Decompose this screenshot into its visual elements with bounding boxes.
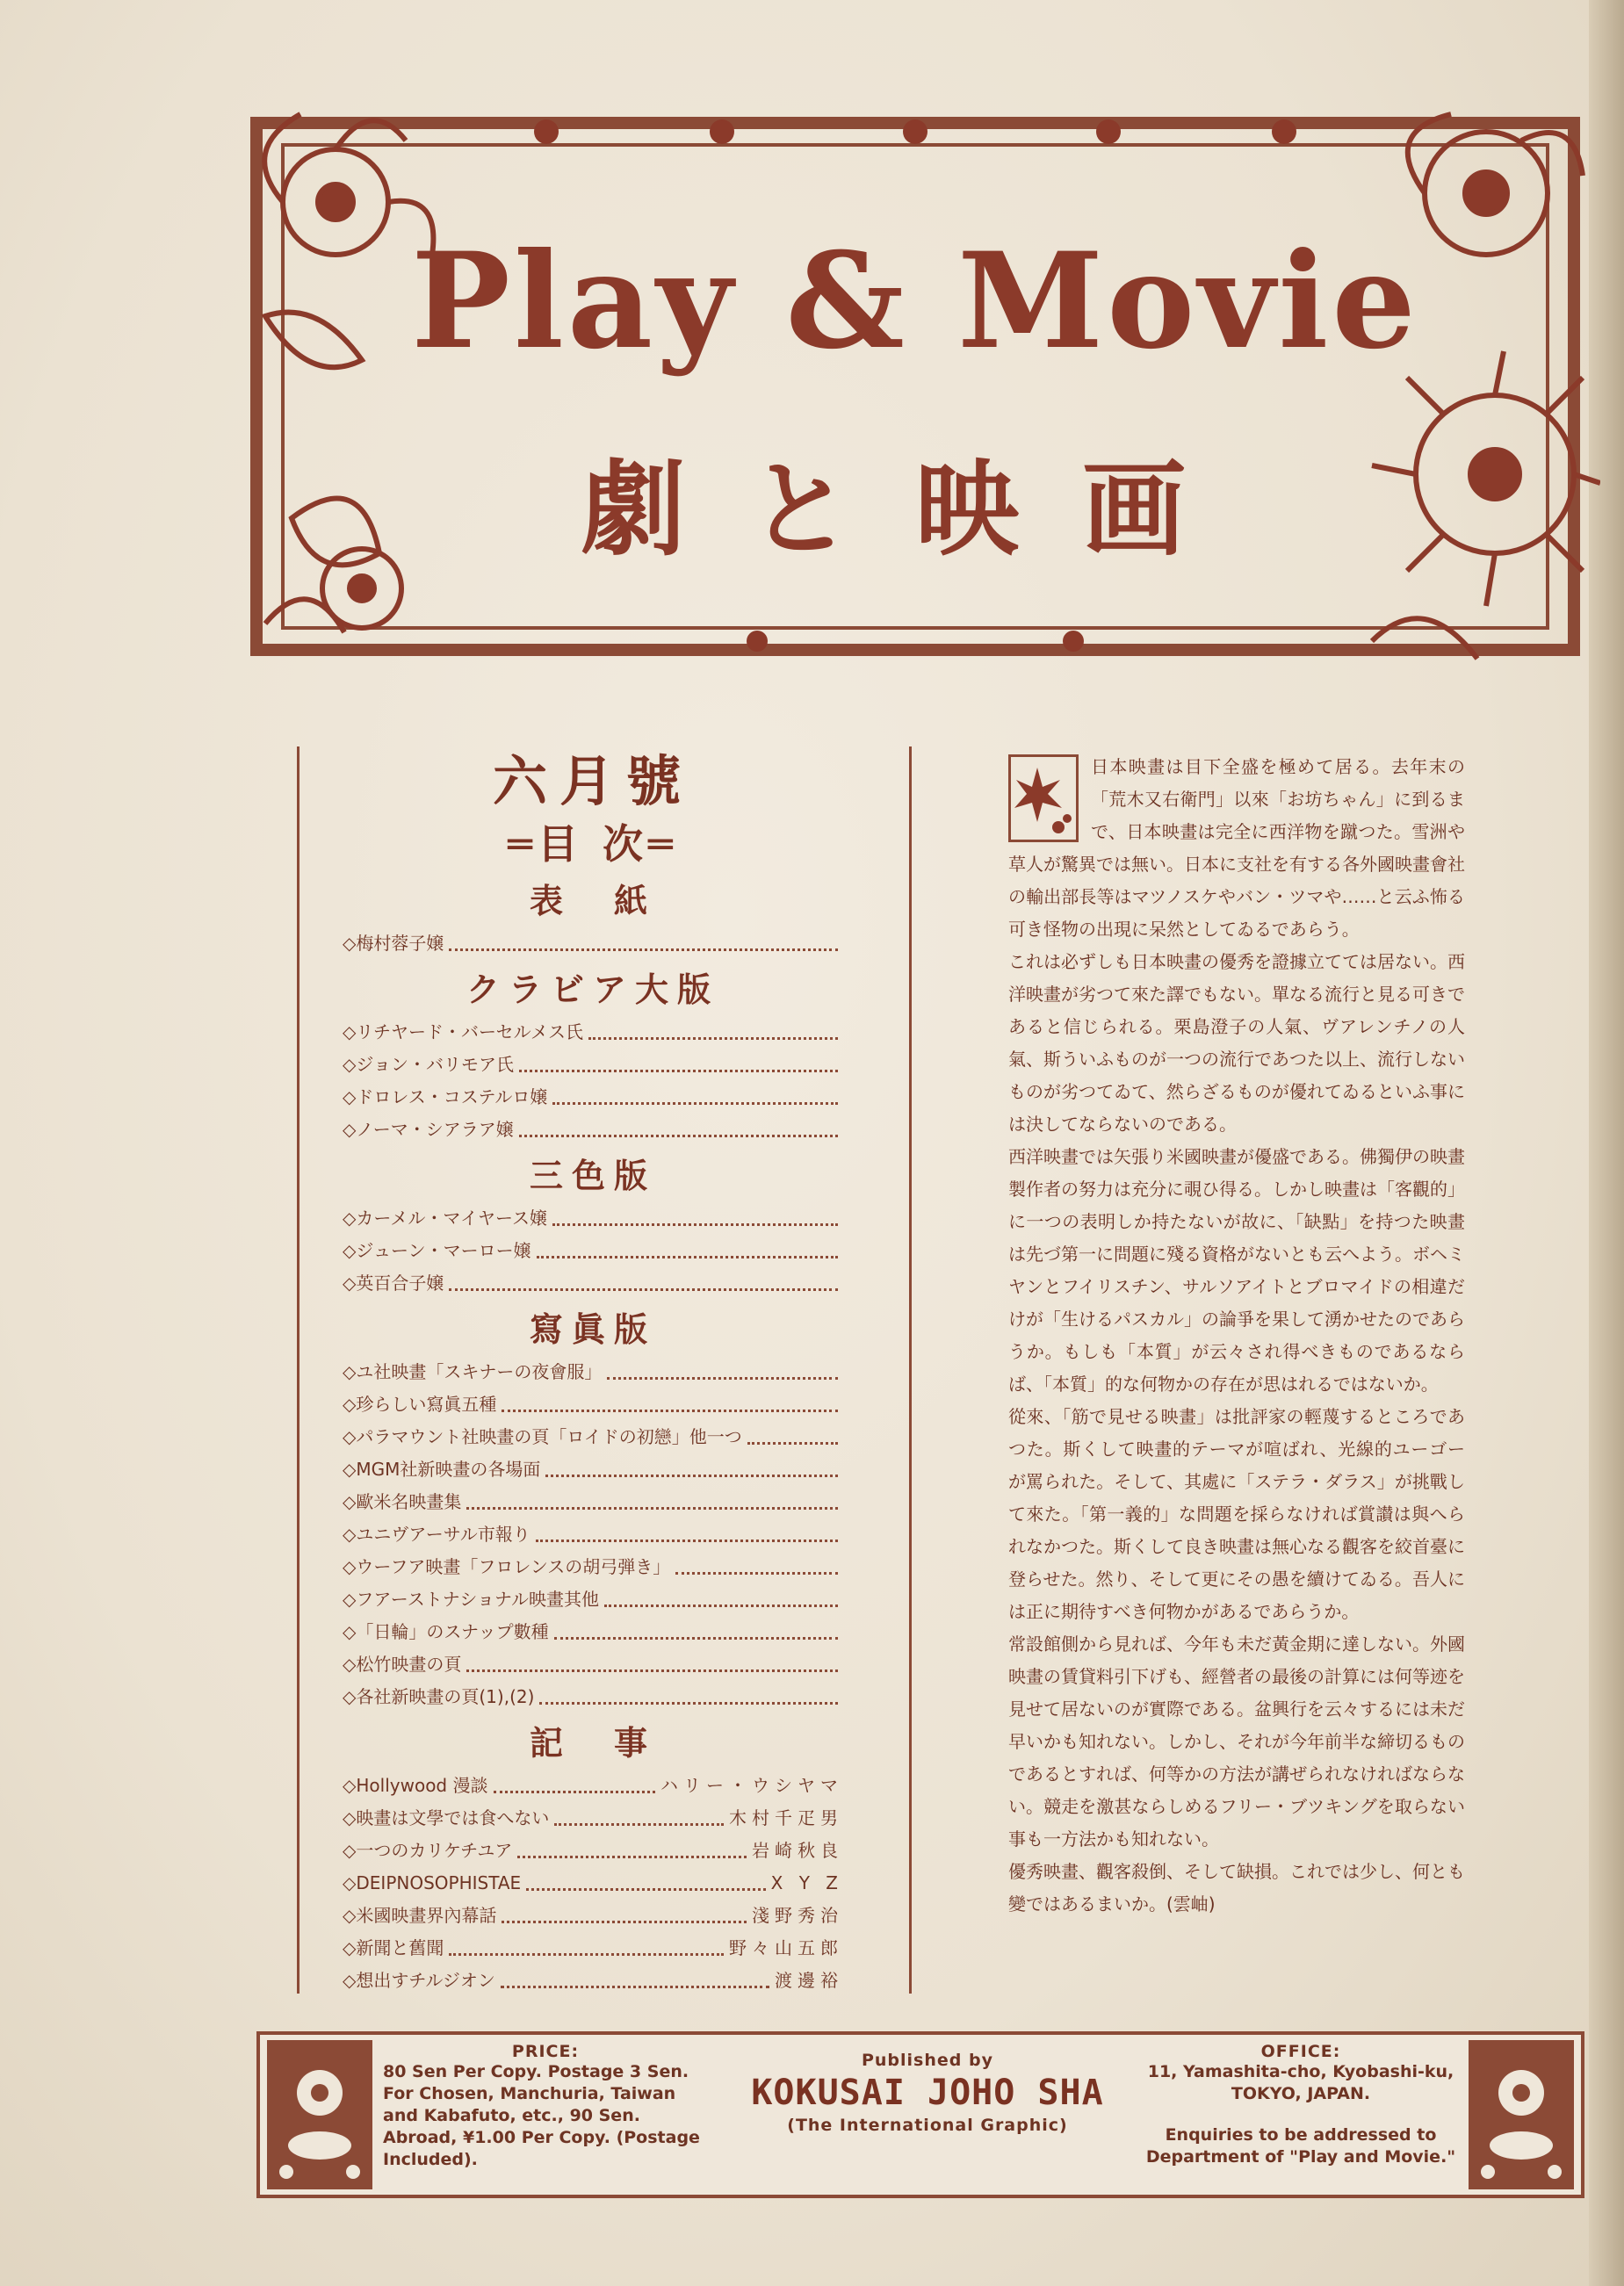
toc-entry xyxy=(343,1049,843,1081)
price-line: For Chosen, Manchuria, Taiwan xyxy=(383,2084,676,2103)
toc-entry-author: 渡邊裕 xyxy=(775,1970,843,1991)
masthead-title-jp: 劇と映画 xyxy=(581,448,1249,570)
toc-dot-leader xyxy=(494,1791,656,1793)
price-heading: PRICE: xyxy=(511,2042,580,2061)
toc-dot-leader xyxy=(449,1288,838,1291)
toc-entry xyxy=(343,1900,843,1932)
toc-entry xyxy=(343,1583,843,1616)
toc-entry-title: ◇ジューン・マーロー嬢 xyxy=(343,1240,531,1261)
toc-entry xyxy=(343,1388,843,1421)
toc-entry-title: ◇ウーフア映畫「フロレンスの胡弓弾き」 xyxy=(343,1556,671,1577)
toc-section-heading: 表 紙 xyxy=(529,881,656,920)
enquiries-line: Department of "Play and Movie." xyxy=(1145,2147,1456,2167)
issue-title: 六月號 xyxy=(492,749,693,813)
toc-entry xyxy=(343,1421,843,1453)
editorial-paragraph: これは必ずしも日本映畫の優秀を證據立てては居ない。西洋映畫が劣つて來た譯でもない。單なる流行と見る可きであると信じられる。栗島澄子の人氣、ヴアレンチノの人氣、斯ういふものが一つの流行であつた以上、流行しないものが劣つてゐて、然らざるものが優れてゐるといふ事には決してならないのである。 xyxy=(1008,951,1465,1135)
toc-entry-author: ハリー・ウシヤマ xyxy=(660,1775,843,1796)
toc-section-heading: 記 事 xyxy=(529,1723,656,1763)
toc-entry xyxy=(343,1932,843,1965)
toc-dot-leader xyxy=(537,1256,838,1258)
editorial-paragraph: 西洋映畫では矢張り米國映畫が優盛である。佛獨伊の映畫製作者の努力は充分に覗ひ得る。しかし映畫は「客觀的」に一つの表明しか持たないが故に、「缺點」を持つた映畫は先づ第一に問題に殘る資格がないとも云へよう。ボヘミヤンとフイリスチン、サルソアイトとブロマイドの相違だけが「生けるパスカル」の論爭を果して湧かせたのであらうか。もしも「本質」が云々され得べきものであるならば、「本質」的な何物かの存在が思はれるではないか。 xyxy=(1008,1146,1465,1395)
editorial-paragraph: 優秀映畫、觀客殺倒、そして缺損。これでは少し、何とも變ではあるまいか。(雲岫) xyxy=(1008,1861,1465,1915)
toc-entry-author: X Y Z xyxy=(770,1872,843,1893)
publication-footer xyxy=(256,2031,1584,2198)
toc-dot-leader xyxy=(552,1223,838,1226)
toc-dot-leader xyxy=(502,1921,747,1923)
toc-dot-leader xyxy=(502,1410,838,1412)
toc-entry-title: ◇DEIPNOSOPHISTAE xyxy=(343,1872,522,1893)
toc-dot-leader xyxy=(536,1540,838,1542)
toc-entry-title: ◇ユニヴアーサル市報り xyxy=(343,1524,531,1545)
toc-entry-title: ◇映畫は文學では食へない xyxy=(343,1807,550,1828)
enquiries-line: Enquiries to be addressed to xyxy=(1165,2125,1437,2145)
toc-entry-title: ◇松竹映畫の頁 xyxy=(343,1654,462,1675)
toc-entry-title: ◇珍らしい寫眞五種 xyxy=(343,1394,497,1415)
column-rule-left xyxy=(297,746,300,1994)
floral-frame-ornament xyxy=(230,97,1600,703)
editorial-paragraph: 常設館側から見れば、今年も未だ黃金期に達しない。外國映畫の賃貸料引下げも、經營者の最後の計算には何等迹を見せて居ないのが實際である。盆興行を云々するには未だ早いかも知れない。しかし、それが今年前半な締切るものであるとすれば、何等かの方法が講ぜられなければならない。競走を激甚ならしめるフリー・ブツキングを取らない事も一方法かも知れない。 xyxy=(1008,1633,1465,1850)
table-of-contents xyxy=(343,746,843,1997)
toc-dot-leader xyxy=(552,1102,838,1105)
toc-entry xyxy=(343,1835,843,1867)
toc-dot-leader xyxy=(519,1135,838,1137)
toc-entry-title: ◇英百合子嬢 xyxy=(343,1273,444,1294)
toc-entry-title: ◇ユ社映畫「スキナーの夜會服」 xyxy=(343,1361,603,1382)
toc-dot-leader xyxy=(539,1702,838,1705)
toc-dot-leader xyxy=(466,1669,838,1672)
price-block xyxy=(383,2042,708,2171)
toc-entry-title: ◇想出すチルジオン xyxy=(343,1970,495,1991)
toc-dot-leader xyxy=(449,1953,724,1956)
toc-dot-leader xyxy=(449,948,838,951)
toc-dot-leader xyxy=(604,1605,838,1607)
editorial-paragraph: 日本映畫は目下全盛を極めて居る。去年末の「荒木又右衛門」以來「お坊ちゃん」に到るまで、日本映畫は完全に西洋物を蹴つた。雪洲や草人が驚異では無い。日本に支社を有する各外國映畫會社の輸出部長等はマツノスケやバン・ツマや……と云ふ怖る可き怪物の出現に呆然としてゐるであらう。 xyxy=(1008,756,1465,940)
toc-dot-leader xyxy=(747,1442,838,1445)
toc-entry-title: ◇カーメル・マイヤース嬢 xyxy=(343,1208,547,1229)
footer-ornament-right-icon xyxy=(1469,2040,1574,2189)
toc-section-heading: クラビア大版 xyxy=(466,970,719,1009)
price-line: Included). xyxy=(383,2150,478,2169)
toc-entry-title: ◇パラマウント社映畫の頁「ロイドの初戀」他一つ xyxy=(343,1426,742,1447)
toc-entry xyxy=(343,1356,843,1388)
toc-entry xyxy=(343,1267,843,1300)
toc-entry-title: ◇リチヤード・バーセルメス氏 xyxy=(343,1021,583,1042)
toc-entry xyxy=(343,1681,843,1713)
toc-entry xyxy=(343,1518,843,1551)
toc-entry xyxy=(343,1202,843,1235)
price-line: and Kabafuto, etc., 90 Sen. xyxy=(383,2106,640,2125)
toc-entry-title: ◇フアーストナショナル映畫其他 xyxy=(343,1589,599,1610)
editorial-text xyxy=(1008,751,1465,1921)
contents-heading: ═目 次═ xyxy=(508,820,678,868)
toc-entry xyxy=(343,1867,843,1900)
office-heading: OFFICE: xyxy=(1260,2042,1341,2061)
toc-entry-author: 岩崎秋良 xyxy=(752,1840,843,1861)
toc-dot-leader xyxy=(675,1572,838,1575)
editorial-paragraph: 從來、「筋で見せる映畫」は批評家の輕蔑するところであつた。斯くして映畫的テーマが喧ばれ、光線的ユーゴーが罵られた。そして、其處に「ステラ・ダラス」が挑戰して來た。「第一義的」な問題を採らなければ賞讃は與へられなかつた。斯くして良き映畫は無心なる觀客を絞首臺に登らせた。然り、そして更にその愚を續けてゐる。吾人には正に期待すべき何物かがあるであらうか。 xyxy=(1008,1406,1465,1622)
toc-entry xyxy=(343,1648,843,1681)
column-rule-middle xyxy=(909,746,912,1994)
toc-dot-leader xyxy=(526,1888,765,1891)
office-block xyxy=(1138,2042,1463,2168)
publisher-block xyxy=(734,2051,1121,2135)
toc-entry-author: 野々山五郎 xyxy=(729,1937,843,1958)
office-line: TOKYO, JAPAN. xyxy=(1231,2084,1371,2103)
toc-entry-title: ◇ドロレス・コステルロ嬢 xyxy=(343,1086,548,1107)
editorial-column xyxy=(1008,751,1465,1921)
toc-entry xyxy=(343,1770,843,1802)
toc-entry-title: ◇新聞と舊聞 xyxy=(343,1937,444,1958)
toc-entry xyxy=(343,1114,843,1146)
toc-entry-title: ◇歐米名映畫集 xyxy=(343,1491,462,1512)
footer-ornament-left-icon xyxy=(267,2040,372,2189)
toc-entry-title: ◇ノーマ・シアラア嬢 xyxy=(343,1119,514,1140)
publisher-name: KOKUSAI JOHO SHA xyxy=(751,2073,1104,2113)
toc-dot-leader xyxy=(519,1070,838,1072)
office-line: 11, Yamashita-cho, Kyobashi-ku, xyxy=(1147,2062,1454,2081)
toc-dot-leader xyxy=(466,1507,838,1510)
toc-dot-leader xyxy=(588,1037,838,1040)
toc-entry-title: ◇梅村蓉子嬢 xyxy=(343,933,444,954)
toc-entry xyxy=(343,927,843,960)
toc-dot-leader xyxy=(554,1823,724,1826)
toc-entry xyxy=(343,1016,843,1049)
toc-entry xyxy=(343,1965,843,1997)
flower-emblem-icon xyxy=(1008,754,1079,842)
toc-entry-title: ◇「日輪」のスナップ數種 xyxy=(343,1621,549,1642)
toc-entry-title: ◇各社新映畫の頁(1),(2) xyxy=(343,1686,535,1707)
toc-entry-title: ◇MGM社新映畫の各場面 xyxy=(343,1459,541,1480)
toc-entry-title: ◇ジョン・バリモア氏 xyxy=(343,1054,514,1075)
toc-entry-author: 淺野秀治 xyxy=(752,1905,843,1926)
masthead xyxy=(230,97,1600,703)
toc-dot-leader xyxy=(545,1475,838,1477)
toc-entry xyxy=(343,1802,843,1835)
toc-section-heading: 寫眞版 xyxy=(529,1309,656,1349)
toc-dot-leader xyxy=(517,1856,747,1858)
toc-dot-leader xyxy=(554,1637,838,1640)
published-by-label: Published by xyxy=(861,2051,993,2070)
masthead-title-en: Play & Movie xyxy=(411,224,1419,379)
toc-entry-title: ◇一つのカリケチユア xyxy=(343,1840,513,1861)
toc-entry xyxy=(343,1486,843,1518)
toc-entry xyxy=(343,1081,843,1114)
toc-section-heading: 三色版 xyxy=(529,1156,656,1195)
price-line: Abroad, ¥1.00 Per Copy. (Postage xyxy=(383,2128,700,2147)
toc-dot-leader xyxy=(607,1377,838,1380)
toc-entry-author: 木村千疋男 xyxy=(729,1807,843,1828)
toc-entry xyxy=(343,1453,843,1486)
toc-entry xyxy=(343,1551,843,1583)
toc-entry-title: ◇米國映畫界內幕話 xyxy=(343,1905,497,1926)
price-line: 80 Sen Per Copy. Postage 3 Sen. xyxy=(383,2062,689,2081)
toc-entry-title: ◇Hollywood 漫談 xyxy=(343,1775,488,1796)
toc-entry xyxy=(343,1235,843,1267)
publisher-subtitle: (The International Graphic) xyxy=(787,2116,1068,2135)
toc-entry xyxy=(343,1616,843,1648)
toc-dot-leader xyxy=(501,1986,769,1988)
toc-sections xyxy=(343,880,843,1997)
